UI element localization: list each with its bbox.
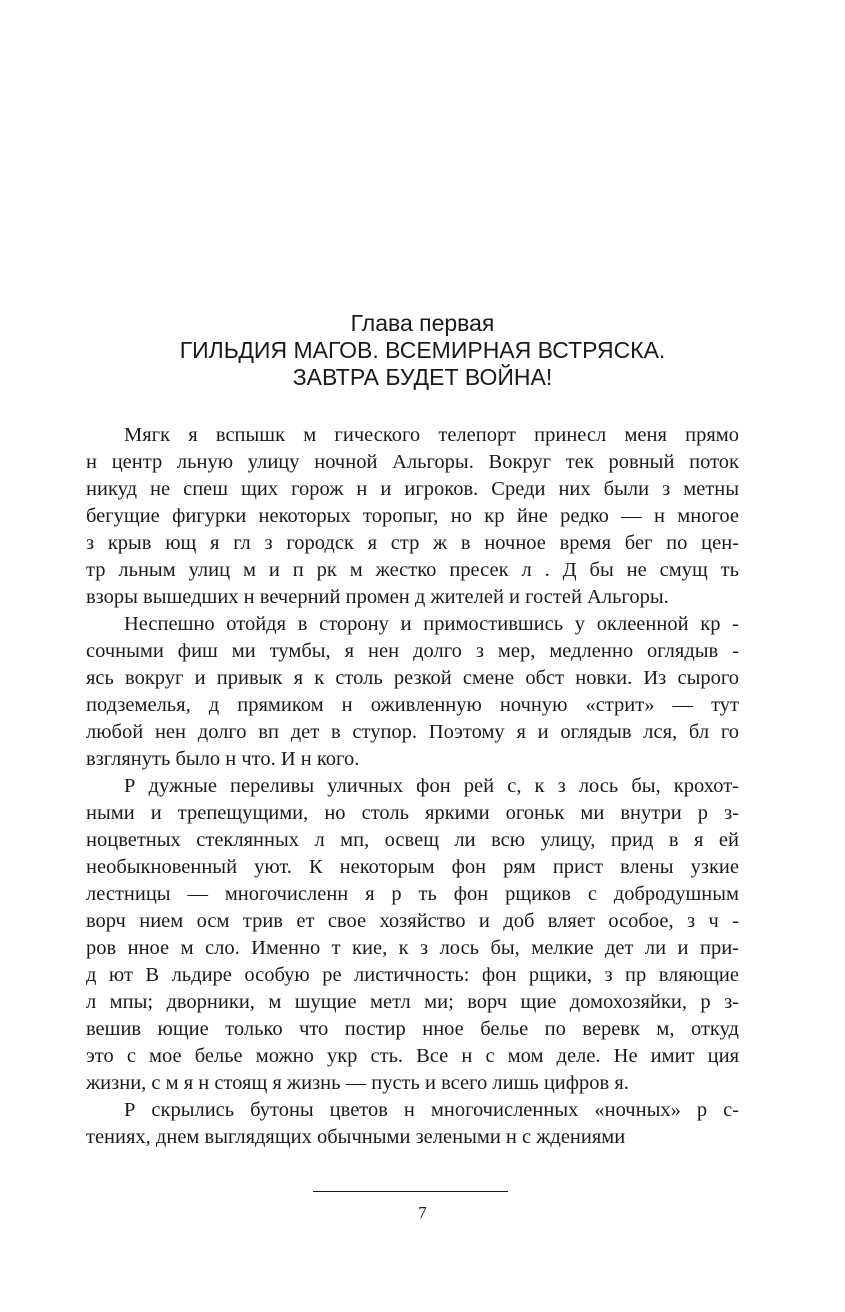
text-line: з крыв ющ я гл з городск я стр ж в ночное время бег по цен- [86, 532, 739, 554]
text-line: вешив ющие только что постир нное белье по веревк м, откуд [86, 1018, 739, 1040]
text-line: взоры вышедших н вечерний промен д жителей и гостей Альгоры. [86, 586, 669, 608]
text-line: л мпы; дворники, м шущие метл ми; ворч щие домохозяйки, р з- [86, 991, 739, 1013]
chapter-title-line: ГИЛЬДИЯ МАГОВ. ВСЕМИРНАЯ ВСТРЯСКА. [179, 337, 666, 363]
text-line: ясь вокруг и привык я к столь резкой смене обст новки. Из сырого [86, 667, 739, 689]
text-line: ворч нием осм трив ет свое хозяйство и доб вляет особое, з ч - [86, 910, 739, 932]
paragraph [86, 773, 739, 1097]
chapter-title-line: ЗАВТРА БУДЕТ ВОЙНА! [292, 364, 553, 390]
paragraph [86, 1097, 739, 1151]
paragraph [86, 611, 739, 773]
text-line: это с мое белье можно укр сть. Все н с мом деле. Не имит ция [86, 1045, 739, 1067]
text-line: лестницы — многочисленн я р ть фон рщиков с добродушным [86, 883, 739, 905]
text-line: сочными фиш ми тумбы, я нен долго з мер, медленно оглядыв - [86, 640, 739, 662]
text-line: любой нен долго вп дет в ступор. Поэтому я и оглядыв лся, бл го [86, 721, 739, 743]
text-line: необыкновенный уют. К некоторым фон рям прист влены узкие [86, 856, 739, 878]
text-line: ноцветных стеклянных л мп, освещ ли всю улицу, прид в я ей [86, 829, 739, 851]
text-line: тр льным улиц м и п рк м жестко пресек л . Д бы не смущ ть [86, 559, 739, 581]
text-line: Р дужные переливы уличных фон рей с, к з лось бы, крохот- [124, 775, 739, 797]
text-line: тениях, днем выглядящих обычными зелеными н с ждениями [86, 1126, 626, 1148]
chapter-label: Глава первая [350, 310, 495, 336]
text-line: бегущие фигурки некоторых торопыг, но кр йне редко — н многое [86, 505, 739, 527]
text-line: ров нное м сло. Именно т кие, к з лось бы, мелкие дет ли и при- [86, 937, 739, 959]
text-line: подземелья, д прямиком н оживленную ночную «стрит» — тут [86, 694, 739, 716]
text-line: ными и трепещущими, но столь яркими огоньк ми внутри р з- [86, 802, 739, 824]
text-line: никуд не спеш щих горож н и игроков. Среди них были з метны [86, 478, 739, 500]
text-line: Неспешно отойдя в сторону и примостившись у оклеенной кр - [124, 613, 739, 635]
body-text [86, 422, 739, 1151]
text-line: взглянуть было н что. И н кого. [86, 748, 360, 770]
text-line: Р скрылись бутоны цветов н многочисленных «ночных» р с- [124, 1099, 739, 1121]
text-line: жизни, с м я н стоящ я жизнь — пусть и всего лишь цифров я. [86, 1072, 629, 1094]
footer-rule [313, 1191, 508, 1192]
page-number: 7 [418, 1203, 427, 1222]
text-line: д ют В льдире особую ре листичность: фон рщики, з пр вляющие [86, 964, 739, 986]
text-line: н центр льную улицу ночной Альгоры. Вокруг тек ровный поток [86, 451, 739, 473]
chapter-title [0, 337, 845, 391]
paragraph [86, 422, 739, 611]
text-line: Мягк я вспышк м гического телепорт принесл меня прямо [124, 424, 739, 446]
